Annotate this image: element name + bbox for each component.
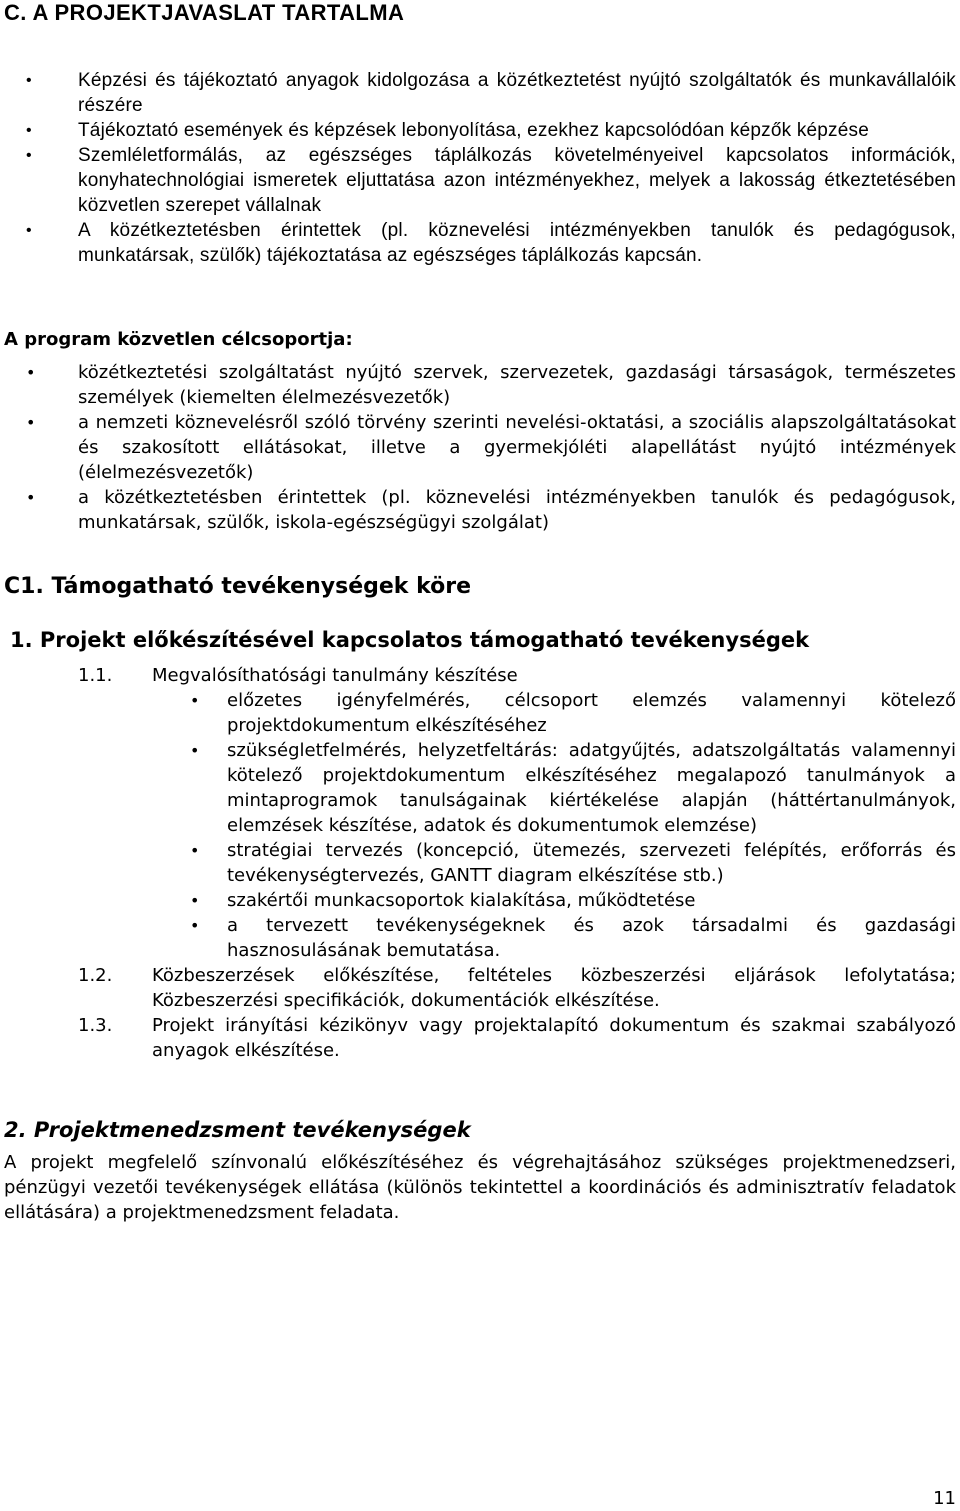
list-item: • szükségletfelmérés, helyzetfeltárás: adatgyűjtés, adatszolgáltatás valamennyi kötelező projektdokumentum elkészítéséhez megalapozó tanulmányok a mintaprogramok tanulságainak kiértékelése alapján (háttértanulmányok, elemzések készítése, adatok és dokumentumok elemzése) bbox=[4, 738, 956, 838]
subsection-2-paragraph: A projekt megfelelő színvonalú előkészítéséhez és végrehajtásához szükséges projektmenedzseri, pénzügyi vezetői tevékenységek ellátása (különös tekintettel a koordinációs és adminisztratív feladatok ellátására) a projektmenedzsment feladata. bbox=[4, 1152, 956, 1223]
activity-list bbox=[4, 663, 956, 1063]
list-item: • stratégiai tervezés (koncepció, ütemezés, szervezeti felépítés, erőforrás és tevékenységtervezés, GANTT diagram elkészítése stb.) bbox=[4, 838, 956, 888]
subsection-2-heading: 2. Projektmenedzsment tevékenységek bbox=[4, 1118, 471, 1142]
target-group-heading: A program közvetlen célcsoportja: bbox=[4, 329, 353, 350]
activity-sub-bullets bbox=[4, 688, 956, 963]
list-item: • Szemléletformálás, az egészséges táplálkozás követelményeivel kapcsolatos információk, konyhatechnológiai ismeretek eljuttatása azon intézményekhez, melyek a lakosság étkeztetésében közvetlen szerepet vállalnak bbox=[4, 143, 956, 218]
activity-text: Projekt irányítási kézikönyv vagy projektalapító dokumentum és szakmai szabályozó anyagok elkészítése. bbox=[152, 1015, 956, 1061]
activity-number: 1.2. bbox=[78, 965, 113, 986]
section-title: C. A PROJEKTJAVASLAT TARTALMA bbox=[4, 0, 405, 25]
page-number: 11 bbox=[933, 1488, 956, 1509]
list-item: • A közétkeztetésben érintettek (pl. köznevelési intézményekben tanulók és pedagógusok, munkatársak, szülők) tájékoztatása az egészséges táplálkozás kapcsán. bbox=[4, 218, 956, 268]
target-bullet-list bbox=[4, 360, 956, 535]
list-item: • közétkeztetési szolgáltatást nyújtó szervek, szervezetek, gazdasági társaságok, természetes személyek (kiemelten élelmezésvezetők) bbox=[4, 360, 956, 410]
activity-item bbox=[4, 963, 956, 1013]
list-item: • a nemzeti köznevelésről szóló törvény szerinti nevelési-oktatási, a szociális alapszolgáltatásokat és szakosított ellátásokat, illetve a gyermekjóléti alapellátást nyújtó intézmények (élelmezésvezetők) bbox=[4, 410, 956, 485]
list-item: • Tájékoztató események és képzések lebonyolítása, ezekhez kapcsolódóan képzők képzése bbox=[4, 118, 956, 143]
activity-item bbox=[4, 1013, 956, 1063]
list-item: • Képzési és tájékoztató anyagok kidolgozása a közétkeztetést nyújtó szolgáltatók és munkavállalóik részére bbox=[4, 68, 956, 118]
activity-number: 1.1. bbox=[78, 665, 113, 686]
intro-bullet-list bbox=[4, 68, 956, 268]
activity-number: 1.3. bbox=[78, 1015, 113, 1036]
c1-heading: C1. Támogatható tevékenységek köre bbox=[4, 574, 471, 599]
activity-text: Megvalósíthatósági tanulmány készítése bbox=[152, 665, 518, 686]
list-item: • a közétkeztetésben érintettek (pl. köznevelési intézményekben tanulók és pedagógusok, munkatársak, szülők, iskola-egészségügyi szolgálat) bbox=[4, 485, 956, 535]
activity-text: Közbeszerzések előkészítése, feltételes közbeszerzési eljárások lefolytatása; Közbeszerzési specifikációk, dokumentációk elkészítése. bbox=[152, 965, 956, 1011]
activity-item bbox=[4, 663, 956, 688]
subsection-1-heading: 1. Projekt előkészítésével kapcsolatos támogatható tevékenységek bbox=[10, 628, 810, 652]
list-item: • előzetes igényfelmérés, célcsoport elemzés valamennyi kötelező projektdokumentum elkészítéséhez bbox=[4, 688, 956, 738]
list-item: • a tervezett tevékenységeknek és azok társadalmi és gazdasági hasznosulásának bemutatása. bbox=[4, 913, 956, 963]
list-item: • szakértői munkacsoportok kialakítása, működtetése bbox=[4, 888, 956, 913]
